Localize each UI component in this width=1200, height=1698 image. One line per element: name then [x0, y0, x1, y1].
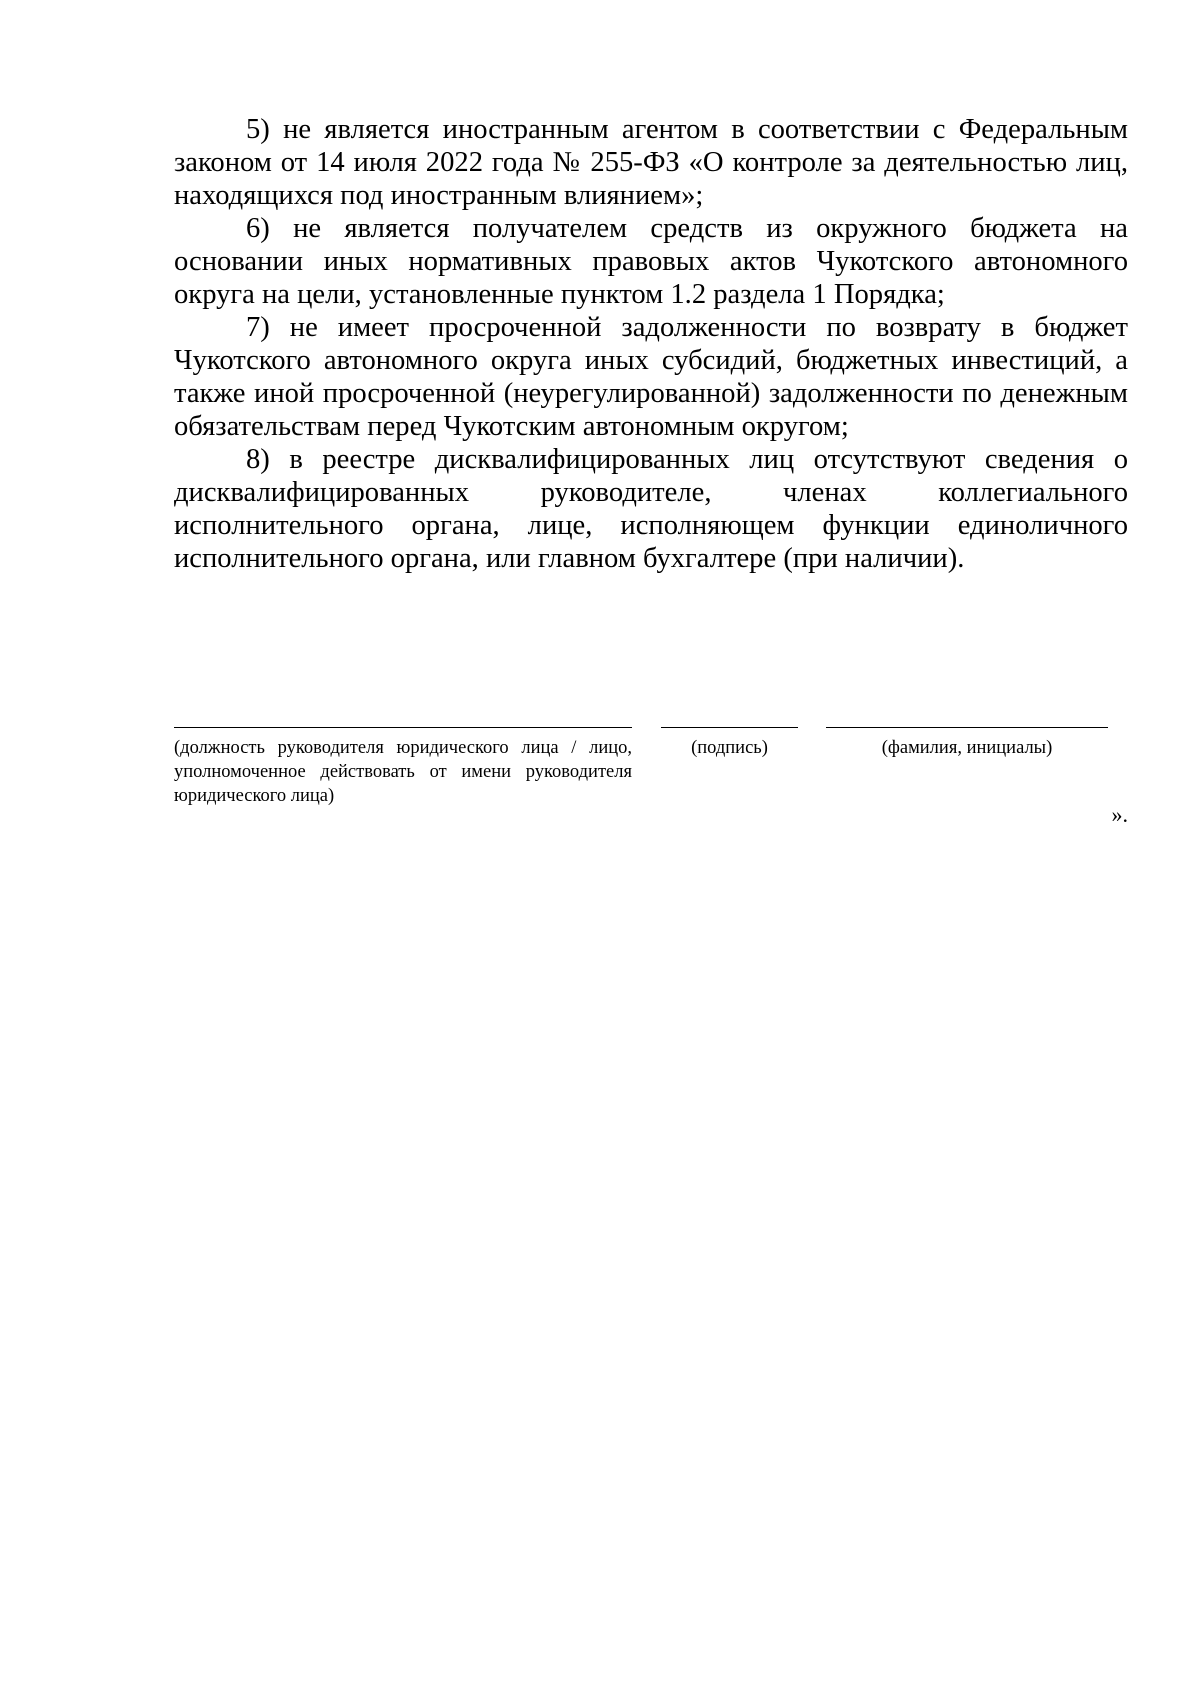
signature-line	[661, 727, 798, 728]
name-signature-line	[826, 727, 1108, 728]
paragraph-item-7: 7) не имеет просроченной задолженности по возврату в бюджет Чукотского автономного округа иных субсидий, бюджетных инвестиций, а также иной просроченной (неурегулированной) задолженности по денежным обязательствам перед Чукотским автономным округом;	[174, 312, 1128, 442]
paragraph-item-5: 5) не является иностранным агентом в соответствии с Федеральным законом от 14 июля 2022 года № 255-ФЗ «О контроле за деятельностью лиц, находящихся под иностранным влиянием»;	[174, 114, 1128, 211]
document-body	[174, 113, 1128, 575]
paragraph-item-8: 8) в реестре дисквалифицированных лиц отсутствуют сведения о дисквалифицированных руководителе, членах коллегиального исполнительного органа, лице, исполняющем функции единоличного исполнительного органа, или главном бухгалтере (при наличии).	[174, 444, 1128, 574]
name-caption: (фамилия, инициалы)	[881, 738, 1053, 758]
position-caption: (должность руководителя юридического лица / лицо, уполномоченное действовать от имени руководителя юридического лица)	[174, 738, 632, 806]
closing-quote-mark: ».	[1111, 802, 1128, 827]
signature-block	[0, 727, 1200, 827]
signature-caption: (подпись)	[691, 738, 768, 758]
paragraph-item-6: 6) не является получателем средств из окружного бюджета на основании иных нормативных правовых актов Чукотского автономного округа на цели, установленные пунктом 1.2 раздела 1 Порядка;	[174, 213, 1128, 310]
position-signature-line	[174, 727, 632, 728]
